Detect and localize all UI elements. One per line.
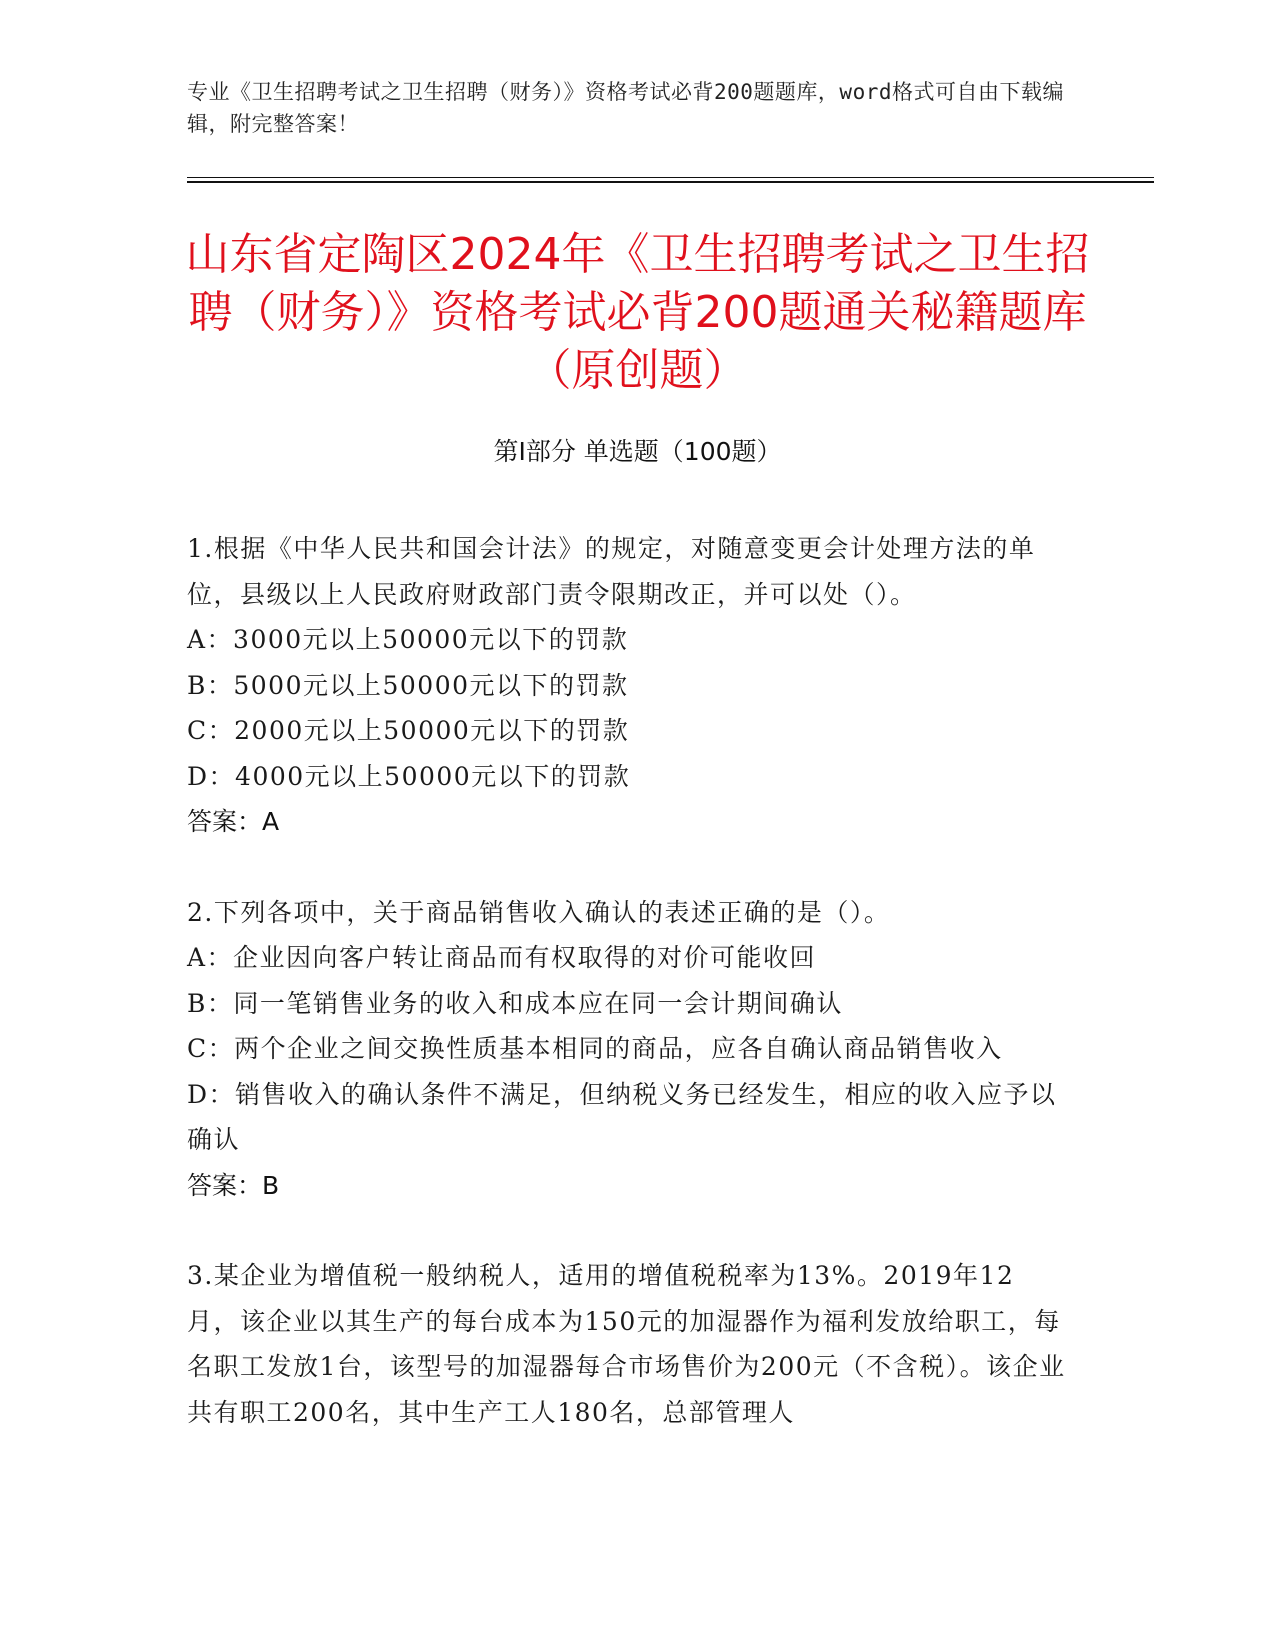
option-a: A：3000元以上50000元以下的罚款 — [187, 625, 629, 654]
header-divider-thin — [187, 177, 1154, 178]
option-b: B：5000元以上50000元以下的罚款 — [187, 670, 629, 700]
question-stem: 1.根据《中华人民共和国会计法》的规定，对随意变更会计处理方法的单位，县级以上人民政府财政部门责令限期改正，并可以处（）。 — [187, 534, 1036, 609]
question-1 — [187, 526, 1067, 845]
header-note: 专业《卫生招聘考试之卫生招聘（财务）》资格考试必背200题题库，word格式可自由下载编辑，附完整答案！ — [187, 80, 1064, 136]
question-spacer — [187, 1208, 1067, 1253]
option-d: D：销售收入的确认条件不满足，但纳税义务已经发生，相应的收入应予以确认 — [187, 1079, 1057, 1154]
option-a: A：企业因向客户转让商品而有权取得的对价可能收回 — [187, 943, 817, 972]
section-heading: 第I部分 单选题（100题） — [493, 437, 782, 466]
answer-label: 答案：A — [187, 807, 280, 836]
option-c: C：两个企业之间交换性质基本相同的商品，应各自确认商品销售收入 — [187, 1034, 1003, 1063]
question-stem: 3.某企业为增值税一般纳税人，适用的增值税税率为13%。2019年12月，该企业以其生产的每台成本为150元的加湿器作为福利发放给职工，每名职工发放1台，该型号的加湿器每合市场售价为200元（不含税）。该企业共有职工200名，其中生产工人180名，总部管理人 — [187, 1261, 1066, 1427]
question-list — [187, 526, 1067, 1435]
option-b: B：同一笔销售业务的收入和成本应在同一会计期间确认 — [187, 988, 843, 1018]
question-spacer — [187, 845, 1067, 890]
option-c: C：2000元以上50000元以下的罚款 — [187, 716, 630, 745]
question-stem: 2.下列各项中，关于商品销售收入确认的表述正确的是（）。 — [187, 897, 891, 927]
question-3 — [187, 1253, 1067, 1435]
header-divider-thick — [187, 181, 1154, 183]
document-title: 山东省定陶区2024年《卫生招聘考试之卫生招聘（财务）》资格考试必背200题通关秘籍题库（原创题） — [185, 229, 1090, 396]
option-d: D：4000元以上50000元以下的罚款 — [187, 761, 631, 791]
answer-label: 答案：B — [187, 1170, 280, 1200]
question-2 — [187, 890, 1067, 1209]
